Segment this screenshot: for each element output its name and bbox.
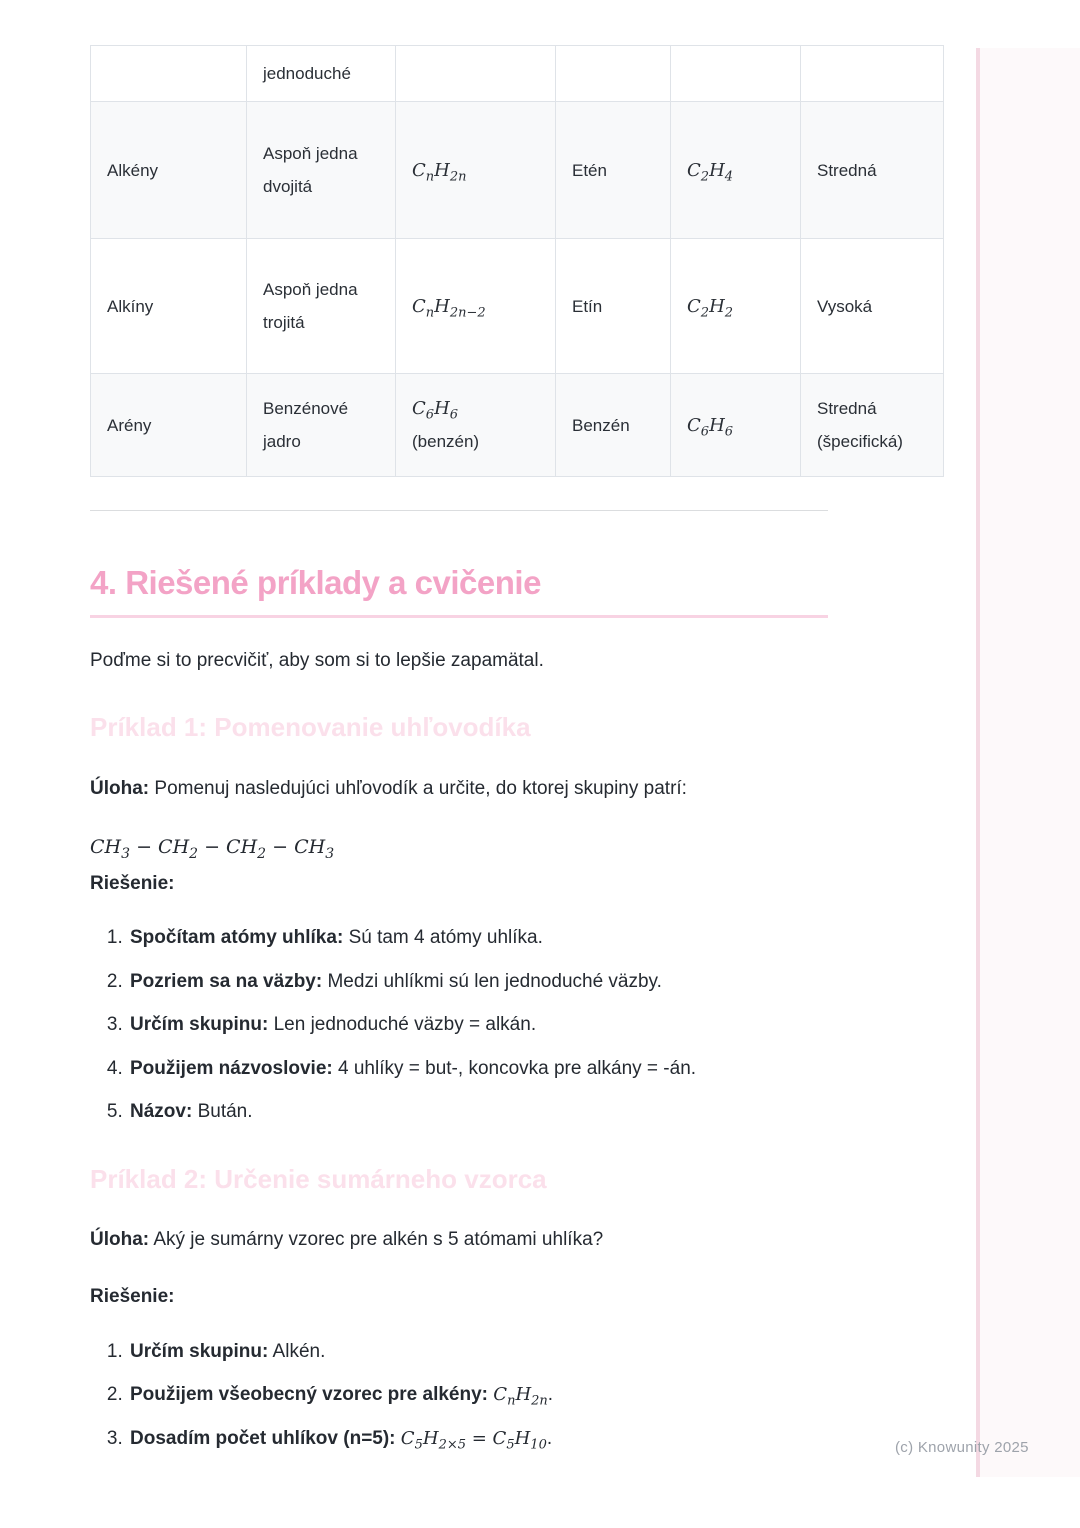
subscript: 3	[325, 845, 335, 862]
document-content	[90, 45, 903, 1468]
solution-step	[128, 1425, 828, 1454]
table-cell	[671, 46, 801, 102]
step-lead: Použijem všeobecný vzorec pre alkény:	[130, 1384, 488, 1406]
table-cell: Aspoň jedna trojitá	[247, 239, 396, 374]
subscript: 2	[724, 305, 734, 321]
example1-task	[90, 775, 828, 804]
subscript: 3	[121, 845, 131, 862]
chemical-formula: $C_nH_{2n}$	[493, 1384, 548, 1409]
subscript: 5	[414, 1437, 423, 1453]
table-cell: Etén	[556, 102, 671, 239]
subscript: 2n	[449, 169, 467, 185]
subscript: n	[425, 305, 435, 321]
subscript: 2	[700, 169, 710, 185]
subscript: 4	[724, 169, 734, 185]
subscript: 10	[530, 1437, 547, 1453]
example1-steps	[90, 924, 828, 1127]
step-text: 4 uhlíky = but-, koncovka pre alkány = -án.	[338, 1057, 697, 1079]
chemical-formula: $C_2H_4$	[687, 159, 734, 185]
section-intro: Poďme si to precvičiť, aby som si to lepšie zapamätal.	[90, 649, 544, 671]
table-cell	[396, 46, 556, 102]
step-text: Bután.	[197, 1101, 253, 1123]
subscript: n	[425, 169, 435, 185]
subscript: 2×5	[438, 1437, 466, 1453]
subscript: 2n	[531, 1394, 548, 1409]
step-lead: Spočítam atómy uhlíka:	[130, 927, 344, 949]
task-label: Úloha:	[90, 1228, 150, 1250]
copyright-footer: (c) Knowunity 2025	[895, 1439, 1029, 1456]
table-cell: Vysoká	[801, 239, 944, 374]
solution-step	[128, 1381, 828, 1410]
table-row	[91, 239, 944, 374]
section-divider	[90, 510, 828, 511]
subscript: 6	[425, 407, 435, 423]
table-cell	[396, 239, 556, 374]
page-edge-strip	[976, 48, 1080, 1477]
table-cell: Benzénové jadro	[247, 374, 396, 477]
example1-formula	[90, 834, 828, 862]
chemical-formula: $C_6H_6$	[412, 398, 459, 423]
table-cell	[671, 239, 801, 374]
hydrocarbon-table-body	[91, 46, 944, 477]
example2-steps	[90, 1338, 828, 1454]
section-heading: 4. Riešené príklady a cvičenie	[90, 564, 828, 618]
subscript: 6	[700, 424, 710, 440]
subscript: 2	[257, 845, 267, 862]
table-cell: Alkíny	[91, 239, 247, 374]
step-lead: Použijem názvoslovie:	[130, 1057, 333, 1079]
subscript: 2	[189, 845, 199, 862]
example2-solution-label: Riešenie:	[90, 1286, 175, 1308]
example1-heading: Príklad 1: Pomenovanie uhľovodíka	[90, 712, 531, 743]
table-cell: Benzén	[556, 374, 671, 477]
solution-step	[128, 968, 828, 997]
step-text: $C_nH_{2n}$.	[493, 1384, 554, 1409]
chemical-formula: $C_5H_{2\times 5} = C_5H_{10}$	[400, 1427, 547, 1453]
step-lead: Určím skupinu:	[130, 1340, 269, 1362]
table-cell: Arény	[91, 374, 247, 477]
table-cell: Etín	[556, 239, 671, 374]
example2-heading: Príklad 2: Určenie sumárneho vzorca	[90, 1163, 547, 1194]
chemical-formula: $C_nH_{2n}$	[412, 159, 467, 185]
solution-step	[128, 1098, 828, 1127]
example2-task	[90, 1226, 828, 1255]
task-label: Úloha:	[90, 777, 150, 799]
task-text: Pomenuj nasledujúci uhľovodík a určite, do ktorej skupiny patrí:	[154, 777, 687, 799]
subscript: 2n−2	[449, 305, 486, 321]
table-row-partial	[91, 46, 944, 102]
hydrocarbon-table	[90, 45, 944, 477]
step-lead: Názov:	[130, 1101, 193, 1123]
table-cell: Stredná	[801, 102, 944, 239]
step-text: Medzi uhlíkmi sú len jednoduché väzby.	[327, 970, 662, 992]
table-cell	[801, 46, 944, 102]
table-cell: jednoduché	[247, 46, 396, 102]
table-cell: Stredná (špecifická)	[801, 374, 944, 477]
subscript: 6	[724, 424, 734, 440]
table-cell	[396, 102, 556, 239]
subscript: 5	[506, 1437, 515, 1453]
table-cell	[671, 102, 801, 239]
step-text: Sú tam 4 atómy uhlíka.	[348, 927, 543, 949]
subscript: 2	[700, 305, 710, 321]
step-lead: Určím skupinu:	[130, 1014, 269, 1036]
table-cell: Alkény	[91, 102, 247, 239]
step-text: Alkén.	[272, 1340, 326, 1362]
step-lead: Dosadím počet uhlíkov (n=5):	[130, 1427, 396, 1449]
step-lead: Pozriem sa na väzby:	[130, 970, 323, 992]
task-text: Aký je sumárny vzorec pre alkén s 5 atómami uhlíka?	[153, 1228, 604, 1250]
chemical-formula: $CH_3 - CH_2 - CH_2 - CH_3$	[90, 836, 335, 862]
solution-step	[128, 1011, 828, 1040]
step-text: $C_5H_{2\times 5} = C_5H_{10}$.	[400, 1427, 553, 1453]
table-cell: $C_6H_6$ (benzén)	[396, 374, 556, 477]
table-cell	[556, 46, 671, 102]
table-cell: Aspoň jedna dvojitá	[247, 102, 396, 239]
example1-solution-label: Riešenie:	[90, 872, 175, 894]
chemical-formula: $C_nH_{2n-2}$	[412, 295, 486, 321]
step-text: Len jednoduché väzby = alkán.	[273, 1014, 537, 1036]
table-row	[91, 374, 944, 477]
solution-step	[128, 924, 828, 953]
subscript: 6	[449, 407, 459, 423]
chemical-formula: $C_2H_2$	[687, 295, 734, 321]
solution-step	[128, 1055, 828, 1084]
solution-step	[128, 1338, 828, 1367]
chemical-formula: $C_6H_6$	[687, 414, 734, 440]
table-row	[91, 102, 944, 239]
table-cell	[671, 374, 801, 477]
subscript: n	[507, 1394, 516, 1409]
table-cell	[91, 46, 247, 102]
